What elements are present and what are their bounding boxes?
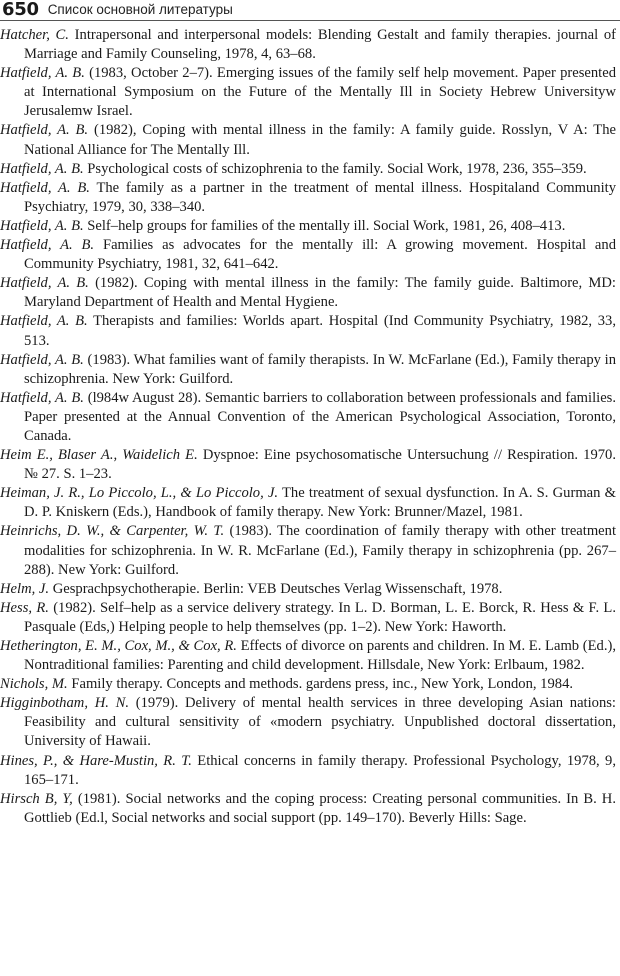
reference-text: (1983, October 2–7). Emerging issues of the family self help movement. Paper presented at International Symposium on the Future of the Mentally Ill in Society Hebrew Universityw Jerusalemw Israel. xyxy=(24,65,616,120)
reference-author: Helm, J. xyxy=(0,580,50,597)
reference-author: Hatfield, A. B. xyxy=(0,160,84,177)
reference-entry xyxy=(0,522,616,579)
page-header xyxy=(2,0,620,26)
reference-text: Psychological costs of schizophrenia to the family. Social Work, 1978, 236, 355–359. xyxy=(83,160,587,177)
reference-author: Hatfield, A. B. xyxy=(0,275,89,292)
reference-text: Gesprachpsychotherapie. Berlin: VEB Deutsches Verlag Wissenschaft, 1978. xyxy=(49,580,503,597)
reference-entry xyxy=(0,217,616,236)
reference-entry xyxy=(0,389,616,446)
reference-entry xyxy=(0,274,616,312)
reference-text: The family as a partner in the treatment of mental illness. Hospitaland Community Psychiatry, 1979, 30, 338–340. xyxy=(24,179,616,215)
reference-text: Effects of divorce on parents and children. In M. E. Lamb (Ed.), Nontraditional families: Parenting and child development. Hillsdale, New York: Erlbaum, 1982. xyxy=(24,638,616,674)
reference-author: Heiman, J. R., Lo Piccolo, L., & Lo Piccolo, J. xyxy=(0,485,279,502)
reference-text: (1982), Coping with mental illness in the family: A family guide. Rosslyn, V A: The National Alliance for The Mentally Ill. xyxy=(24,122,616,158)
reference-author: Hatfield, A. B. xyxy=(0,313,88,330)
running-head: Список основной литературы xyxy=(47,2,233,17)
reference-text: Self–help groups for families of the mentally ill. Social Work, 1981, 26, 408–413. xyxy=(83,217,566,234)
reference-list xyxy=(0,26,616,828)
reference-entry xyxy=(0,351,616,389)
reference-author: Hirsch B, Y, xyxy=(0,790,73,807)
page-number: 650 xyxy=(2,0,39,20)
reference-text: Intrapersonal and interpersonal models: Blending Gestalt and family therapies. journal of Marriage and Family Counseling, 1978, 4, 63–68. xyxy=(24,27,616,63)
reference-author: Hatfield, A. B. xyxy=(0,389,84,406)
reference-text: Dyspnoe: Eine psychosomatische Untersuchung // Respiration. 1970. № 27. S. 1–23. xyxy=(24,447,616,483)
reference-entry xyxy=(0,26,616,64)
reference-author: Hatfield, A. B. xyxy=(0,122,89,139)
reference-author: Hatfield, A. B. xyxy=(0,237,95,254)
reference-entry xyxy=(0,599,616,637)
reference-author: Hatcher, C. xyxy=(0,27,69,43)
reference-entry xyxy=(0,446,616,484)
reference-entry xyxy=(0,160,616,179)
reference-text: (1982). Coping with mental illness in the family: The family guide. Baltimore, MD: Maryland Department of Health and Mental Hygiene. xyxy=(24,275,616,311)
reference-text: (1983). What families want of family therapists. In W. McFarlane (Ed.), Family therapy in schizophrenia. New York: Guilford. xyxy=(24,351,617,387)
reference-text: (l984w August 28). Semantic barriers to collaboration between professionals and families. Paper presented at the Annual Convention of the American Psychological Association, Toronto, Canada. xyxy=(24,389,616,444)
reference-author: Heim E., Blaser A., Waidelich E. xyxy=(0,447,198,464)
reference-text: (1981). Social networks and the coping process: Creating personal communities. In B. H. Gottlieb (Ed.l, Social networks and social support (pp. 149–170). Beverly Hills: Sage. xyxy=(24,790,616,826)
reference-entry xyxy=(0,121,616,159)
reference-author: Hatfield, A. B. xyxy=(0,217,84,234)
reference-text: Ethical concerns in family therapy. Professional Psychology, 1978, 9, 165–171. xyxy=(24,752,616,788)
reference-entry xyxy=(0,637,616,675)
reference-text: Therapists and families: Worlds apart. Hospital (Ind Community Psychiatry, 1982, 33, 513. xyxy=(24,313,616,349)
reference-author: Hatfield, A. B. xyxy=(0,179,90,196)
reference-author: Nichols, M. xyxy=(0,676,68,693)
reference-author: Hatfield, A. B. xyxy=(0,351,84,368)
reference-entry xyxy=(0,236,616,274)
reference-entry xyxy=(0,179,616,217)
reference-entry xyxy=(0,484,616,522)
reference-author: Hatfield, A. B. xyxy=(0,65,85,82)
reference-entry xyxy=(0,64,616,121)
reference-entry xyxy=(0,675,616,694)
reference-text: The treatment of sexual dysfunction. In A. S. Gurman & D. P. Kniskern (Eds.), Handbook of family therapy. New York: Brunner/Mazel, 1981. xyxy=(24,485,616,521)
reference-author: Heinrichs, D. W., & Carpenter, W. T. xyxy=(0,523,225,540)
reference-entry xyxy=(0,580,616,599)
reference-entry xyxy=(0,790,616,828)
reference-author: Higginbotham, H. N. xyxy=(0,695,129,712)
reference-text: Family therapy. Concepts and methods. gardens press, inc., New York, London, 1984. xyxy=(67,676,574,693)
reference-author: Hetherington, E. M., Cox, M., & Cox, R. xyxy=(0,638,237,654)
reference-entry xyxy=(0,312,616,350)
reference-text: Families as advocates for the mentally ill: A growing movement. Hospital and Community Psychiatry, 1981, 32, 641–642. xyxy=(24,237,616,273)
reference-entry xyxy=(0,694,616,751)
reference-author: Hines, P., & Hare-Mustin, R. T. xyxy=(0,752,192,769)
reference-author: Hess, R. xyxy=(0,599,49,616)
reference-text: (1983). The coordination of family therapy with other treatment modalities for schizophrenia. In W. R. McFarlane (Ed.), Family therapy in schizophrenia (pp. 267–288). New York: Guilford. xyxy=(24,523,617,578)
header-rule xyxy=(0,20,620,21)
reference-entry xyxy=(0,752,616,790)
reference-text: (1982). Self–help as a service delivery strategy. In L. D. Borman, L. E. Borck, R. Hess & F. L. Pasquale (Eds,) Helping people to help themselves (pp. 1–2). New York: Haworth. xyxy=(24,599,616,635)
reference-text: (1979). Delivery of mental health services in three developing Asian nations: Feasibility and cultural sensitivity of «modern psychiatry. Unpublished doctoral dissertation, University of Hawaii. xyxy=(24,695,616,750)
